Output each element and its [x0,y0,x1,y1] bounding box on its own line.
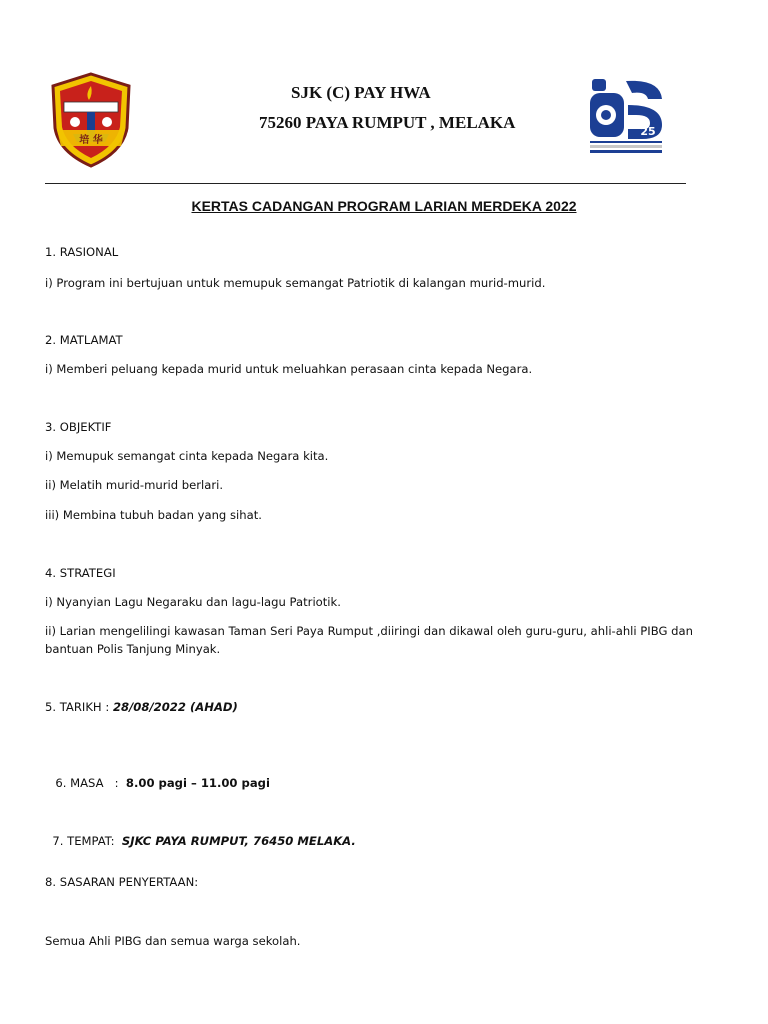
objektif-line-3: iii) Membina tubuh badan yang sihat. [45,508,262,522]
section-heading-matlamat: 2. MATLAMAT [45,333,123,347]
masa-row [48,759,270,791]
objektif-line-1: i) Memupuk semangat cinta kepada Negara kita. [45,449,329,463]
masa-value: 8.00 pagi – 11.00 pagi [125,776,270,790]
school-address: 75260 PAYA RUMPUT , MELAKA [259,113,516,132]
sasaran-line: Semua Ahli PIBG dan semua warga sekolah. [45,934,301,948]
tempat-row [45,817,356,849]
tempat-value: SJKC PAYA RUMPUT, 76450 MELAKA. [121,834,356,848]
strategi-line-1: i) Nyanyian Lagu Negaraku dan lagu-lagu Patriotik. [45,595,341,609]
strategi-line-2: ii) Larian mengelilingi kawasan Taman Seri Paya Rumput ,diiringi dan dikawal oleh guru-guru, ahli-ahli PIBG dan bantuan Polis Tanjung Minyak. [45,624,693,656]
school-crest-logo [47,72,135,168]
section-heading-strategi: 4. STRATEGI [45,566,116,580]
section-heading-rasional: 1. RASIONAL [45,245,119,259]
rasional-line: i) Program ini bertujuan untuk memupuk semangat Patriotik di kalangan murid-murid. [45,276,546,290]
document-title: KERTAS CADANGAN PROGRAM LARIAN MERDEKA 2022 [191,198,577,214]
objektif-line-2: ii) Melatih murid-murid berlari. [45,478,224,492]
crest-lettering: 培 华 [79,135,103,146]
tarikh-row [45,699,238,715]
section-heading-objektif: 3. OBJEKTIF [45,420,112,434]
tempat-label: 7. TEMPAT: [52,834,122,848]
ts25-logo-icon [586,75,666,157]
section-heading-sasaran: 8. SASARAN PENYERTAAN: [45,875,199,889]
transformation-logo [586,75,666,157]
school-crest-icon [47,72,135,168]
tarikh-value: 28/08/2022 (AHAD) [112,700,238,714]
logo-number: 25 [640,125,656,138]
header-divider [45,183,686,184]
school-name: SJK (C) PAY HWA [291,83,431,102]
tarikh-label: 5. TARIKH : [45,700,113,714]
masa-label: 6. MASA : [55,776,126,790]
matlamat-line: i) Memberi peluang kepada murid untuk meluahkan perasaan cinta kepada Negara. [45,362,533,376]
